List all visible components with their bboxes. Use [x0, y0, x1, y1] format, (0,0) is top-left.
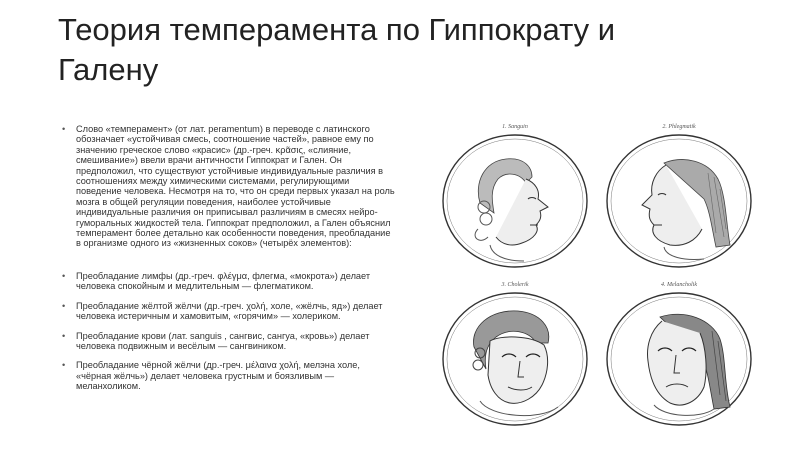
portrait-caption: 1. Sanguin	[502, 124, 528, 130]
portrait-caption: 2. Phlegmatik	[662, 124, 696, 130]
slide-title: Теория темперамента по Гиппократу и Галену	[58, 12, 616, 87]
portrait-caption: 4. Melancholik	[661, 282, 697, 288]
portrait-caption: 3. Cholerik	[501, 282, 529, 288]
portrait-choleric	[440, 282, 590, 426]
body-text	[60, 124, 396, 401]
portrait-sanguine	[440, 124, 590, 268]
phlegmatic-paragraph: • Преобладание лимфы (др.-греч. φλέγμα, флегма, «мокрота») делает человека спокойным и медлительным — флегматиком.	[60, 271, 396, 292]
portrait-melancholic	[604, 282, 754, 426]
sanguine-portrait-icon	[440, 133, 590, 269]
choleric-paragraph: • Преобладание жёлтой жёлчи (др.-греч. χολή, холе, «жёлчь, яд») делает человека истеричным и хамовитым, «горячим» — холериком.	[60, 301, 396, 322]
melancholic-paragraph: • Преобладание чёрной жёлчи (др.-греч. μέλαινα χολή, мелэна холе, «чёрная жёлчь») делает человека грустным и боязливым — меланхоликом.	[60, 360, 396, 391]
choleric-portrait-icon	[440, 291, 590, 427]
melancholic-portrait-icon	[604, 291, 754, 427]
intro-paragraph: • Слово «темперамент» (от лат. peramentum) в переводе с латинского обозначает «устойчивая смесь, соотношение частей», равное ему по значению греческое слово «красис» (др.-греч. κρᾶσις, «слияние, смешивание») ввели врачи античности Гиппократ и Гален. Он предположил, что существуют устойчивые индивидуальные различия в соотношениях между химическими системами, регулирующими поведение человека. Несмотря на то, что он среди первых указал на роль мозга в общей регуляции поведения, наиболее устойчивые индивидуальные различия он приписывал различиям в смесях нейро-гуморальных жидкостей тела. Гиппократ предположил, а Гален объяснил темперамент более детально как особенности поведения, преобладание в организме одного из «жизненных соков» (четырёх элементов):	[60, 124, 396, 249]
temperament-portraits	[440, 124, 756, 429]
portrait-phlegmatic	[604, 124, 754, 268]
phlegmatic-portrait-icon	[604, 133, 754, 269]
sanguine-paragraph: • Преобладание крови (лат. sanguis , сангвис, сангуа, «кровь») делает человека подвижным и весёлым — сангвиником.	[60, 331, 396, 352]
